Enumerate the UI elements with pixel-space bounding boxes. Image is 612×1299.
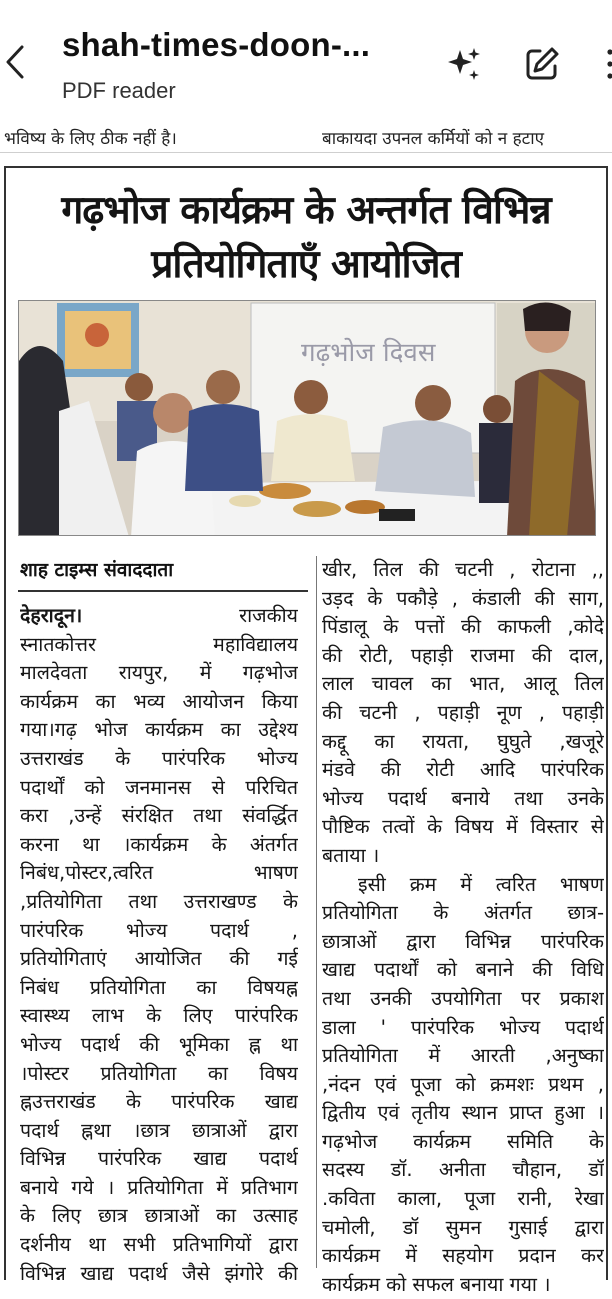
headline-line-2: प्रतियोगिताएँ आयोजित <box>151 242 461 287</box>
text-line: निबंध,पोस्टर,त्वरित भाषण <box>20 861 298 885</box>
text-line: करना था ।कार्यक्रम के अंतर्गत <box>20 832 298 856</box>
text-line: डाला ' पारंपरिक भोज्य पदार्थ <box>322 1015 604 1039</box>
sparkle-icon[interactable] <box>442 42 486 86</box>
article-photo <box>18 300 596 536</box>
text-line: कार्यक्रम का भव्य आयोजन किया <box>20 689 298 713</box>
text-line: कार्यक्रम में सहयोग प्रदान कर <box>322 1244 604 1268</box>
text-line: भोज्य पदार्थ बनाये तथा उनके <box>322 786 604 810</box>
back-chevron-icon[interactable] <box>0 38 30 86</box>
byline: शाह टाइम्स संवाददाता <box>20 559 174 581</box>
text-line: .कविता काला, पूजा रानी, रेखा <box>322 1187 604 1211</box>
text-line: पदार्थ ह्नथा ।छात्र छात्राओं द्वारा <box>20 1118 298 1142</box>
text-line-0: राजकीय <box>239 604 298 627</box>
text-line: बताया । <box>322 843 380 867</box>
article-column-left <box>20 602 298 1288</box>
headline-line-1: गढ़भोज कार्यक्रम के अन्तर्गत विभिन्न <box>61 188 551 233</box>
text-line: निबंध प्रतियोगिता का विषयह्न <box>20 975 298 999</box>
text-line: ,प्रतियोगिता तथा उत्तराखण्ड के <box>20 889 298 913</box>
text-line: पारंपरिक भोज्य पदार्थ , <box>20 918 298 942</box>
article-column-right <box>322 556 604 1299</box>
text-line: कद्दू का रायता, घुघुते ,खजूरे <box>322 729 604 753</box>
text-line: विभिन्न खाद्य पदार्थ जैसे झंगोरे की <box>20 1261 298 1285</box>
text-line: पौष्टिक तत्वों के विषय में विस्तार से <box>322 815 604 839</box>
text-line: कार्यक्रम को सफल बनाया गया । <box>322 1272 551 1296</box>
text-line: की रोटी, पहाड़ी राजमा की दाल, <box>322 643 604 667</box>
dateline: देहरादून। <box>20 604 83 627</box>
text-line: ह्नउत्तराखंड के पारंपरिक खाद्य <box>20 1090 298 1114</box>
text-line: तथा उनकी उपयोगिता पर प्रकाश <box>322 986 604 1010</box>
photo-illustration <box>19 301 596 536</box>
text-line: प्रतियोगिता के अंतर्गत छात्र- <box>322 901 604 925</box>
text-line: चमोली, डॉ सुमन गुसाई द्वारा <box>322 1215 604 1239</box>
text-line: की चटनी , पहाड़ी नूण , पहाड़ी <box>322 700 604 724</box>
text-line: विभिन्न पारंपरिक खाद्य पदार्थ <box>20 1147 298 1171</box>
byline-rule <box>18 590 308 592</box>
text-line: पदार्थों को जनमानस से परिचित <box>20 775 298 799</box>
text-line: खाद्य पदार्थों को बनाने की विधि <box>322 958 604 982</box>
text-line: खीर, तिल की चटनी , रोटाना ,, <box>322 558 604 581</box>
document-title: shah-times-doon-... <box>62 26 371 63</box>
text-line: प्रतियोगिताएं आयोजित की गई <box>20 947 298 971</box>
page-divider <box>0 152 612 153</box>
text-line: भोज्य पदार्थ की भूमिका ह्न था <box>20 1032 298 1056</box>
text-line: स्वास्थ्य लाभ के लिए पारंपरिक <box>20 1004 298 1028</box>
text-line: मंडवे की रोटी आदि पारंपरिक <box>322 758 604 782</box>
text-line: करा ,उन्हें संरक्षित तथा संवर्द्धित <box>20 804 298 828</box>
text-line: गया।गढ़ भोज कार्यक्रम का उद्देश्य <box>20 718 298 742</box>
text-line: दर्शनीय था सभी प्रतिभागियों द्वारा <box>20 1233 298 1257</box>
text-line <box>20 602 298 631</box>
text-line: गढ़भोज कार्यक्रम समिति के <box>322 1129 604 1153</box>
app-subtitle: PDF reader <box>62 78 176 103</box>
text-line: स्नातकोत्तर महाविद्यालय <box>20 632 298 656</box>
text-line: इसी क्रम में त्वरित भाषण <box>358 872 604 896</box>
text-line: सदस्य डॉ. अनीता चौहान, डॉ <box>322 1158 604 1182</box>
text-line: मालदेवता रायपुर, में गढ़भोज <box>20 661 298 685</box>
text-line: पिंडालू के पत्तों की काफली ,कोदे <box>322 615 604 639</box>
article-headline <box>8 184 604 292</box>
previous-article-strip <box>0 122 612 152</box>
text-line: प्रतियोगिता में आरती ,अनुष्का <box>322 1044 604 1068</box>
edit-icon[interactable] <box>520 42 564 86</box>
previous-article-text-left: भविष्य के लिए ठीक नहीं है। <box>4 129 177 149</box>
text-line: ,नंदन एवं पूजा को क्रमशः प्रथम , <box>322 1072 604 1096</box>
text-line: उड़द के पकौड़े , कंडाली की साग, <box>322 586 604 610</box>
text-line: ।पोस्टर प्रतियोगिता का विषय <box>20 1061 298 1085</box>
text-line: छात्राओं द्वारा विभिन्न पारंपरिक <box>322 929 604 953</box>
text-line: बनाये गये । प्रतियोगिता में प्रतिभाग <box>20 1175 298 1199</box>
more-vert-icon[interactable] <box>596 42 612 86</box>
text-line: लाल चावल का भात, आलू तिल <box>322 672 604 696</box>
app-bar <box>0 0 612 122</box>
text-line: उत्तराखंड के पारंपरिक भोज्य <box>20 746 298 770</box>
whiteboard-text: गढ़भोज दिवस <box>301 338 436 368</box>
text-line: के लिए छात्र छात्राओं का उत्साह <box>20 1204 298 1228</box>
text-line: द्वितीय एवं तृतीय स्थान प्राप्त हुआ । <box>322 1101 604 1125</box>
previous-article-text-right: बाकायदा उपनल कर्मियों को न हटाए <box>322 129 544 149</box>
column-rule <box>316 556 317 1268</box>
